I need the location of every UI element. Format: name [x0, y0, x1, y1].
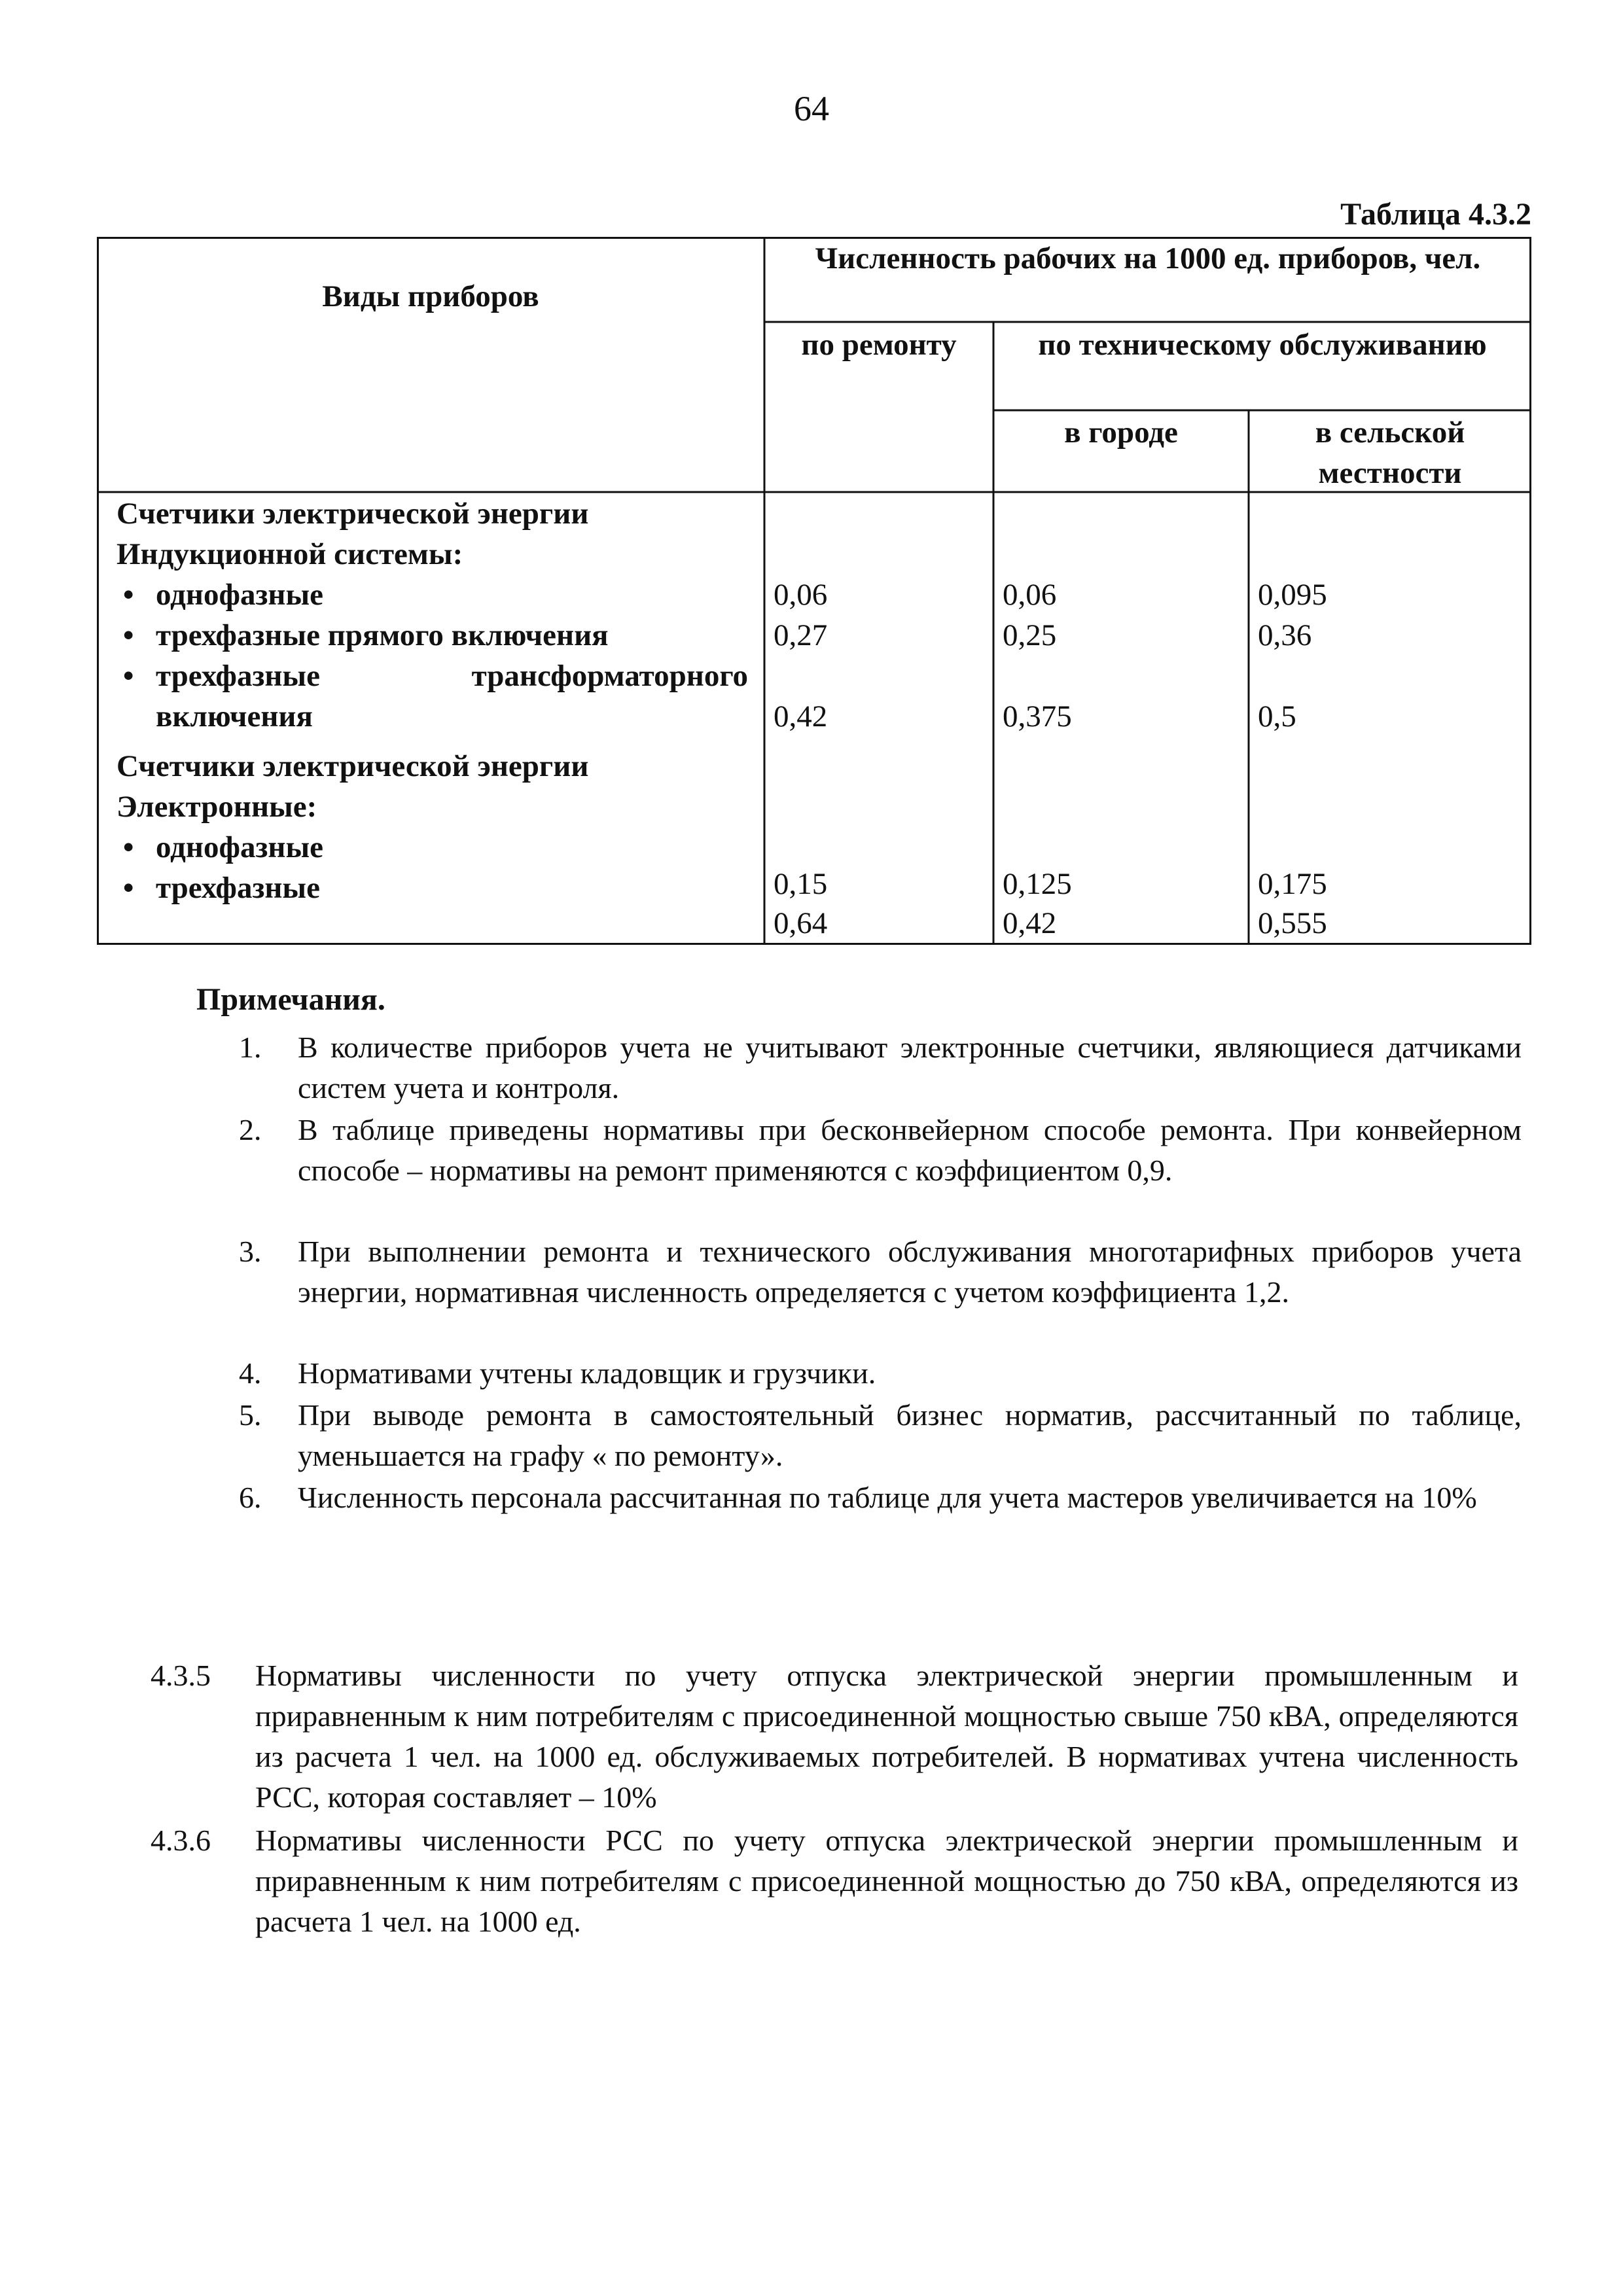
note-number: 1.	[239, 1031, 262, 1064]
section-electronic-title: Счетчики электрической энергии	[116, 749, 589, 783]
note-number: 6.	[239, 1481, 262, 1514]
cell-repair: 0,64	[774, 906, 828, 940]
header-repair: по ремонту	[801, 328, 957, 362]
row-label: • однофазные	[156, 827, 758, 868]
cell-city: 0,375	[1003, 699, 1072, 733]
note-item	[239, 1353, 1522, 1394]
cell-rural: 0,095	[1258, 578, 1327, 612]
cell-repair: 0,15	[774, 867, 828, 901]
header-devices: Виды приборов	[322, 279, 539, 313]
row-label: • трехфазные	[156, 868, 758, 908]
cell-city: 0,25	[1003, 618, 1057, 652]
note-number: 2.	[239, 1113, 262, 1146]
note-item	[239, 1231, 1522, 1313]
note-item	[239, 1110, 1522, 1191]
note-text: При выполнении ремонта и технического обслуживания многотарифных приборов учета энергии, нормативная численность определяется с учетом коэффициента 1,2.	[298, 1235, 1522, 1309]
header-maintenance: по техническому обслуживанию	[1038, 328, 1487, 362]
cell-repair: 0,42	[774, 699, 828, 733]
note-number: 3.	[239, 1235, 262, 1268]
cell-repair: 0,06	[774, 578, 828, 612]
header-rural: в сельской местности	[1315, 415, 1465, 490]
note-item	[239, 1027, 1522, 1108]
table-caption: Таблица 4.3.2	[1340, 197, 1531, 232]
paragraph-number: 4.3.5	[151, 1659, 211, 1692]
header-city: в городе	[1064, 415, 1178, 450]
section-induction-title: Счетчики электрической энергии	[116, 497, 589, 531]
section-induction-subtitle: Индукционной системы:	[116, 537, 463, 571]
note-text: В количестве приборов учета не учитывают электронные счетчики, являющиеся датчиками систем учета и контроля.	[298, 1031, 1522, 1104]
cell-repair: 0,27	[774, 618, 828, 652]
cell-rural: 0,5	[1258, 699, 1296, 733]
cell-city: 0,42	[1003, 906, 1057, 940]
section-electronic-subtitle: Электронные:	[116, 790, 317, 824]
norms-table	[97, 237, 1531, 945]
cell-city: 0,125	[1003, 867, 1072, 901]
page-number: 64	[794, 89, 829, 128]
note-text: Нормативами учтены кладовщик и грузчики.	[298, 1356, 876, 1390]
header-workers-group: Численность рабочих на 1000 ед. приборов, чел.	[815, 241, 1481, 275]
cell-city: 0,06	[1003, 578, 1057, 612]
paragraph-number: 4.3.6	[151, 1824, 211, 1857]
cell-rural: 0,36	[1258, 618, 1312, 652]
note-number: 4.	[239, 1356, 262, 1390]
note-text: Численность персонала рассчитанная по таблице для учета мастеров увеличивается на 10%	[298, 1481, 1477, 1514]
note-text: При выводе ремонта в самостоятельный бизнес норматив, рассчитанный по таблице, уменьшается на графу « по ремонту».	[298, 1398, 1522, 1472]
paragraph-text: Нормативы численности РСС по учету отпуска электрической энергии промышленным и приравненным к ним потребителям с присоединенной мощностью до 750 кВА, определяются из расчета 1 чел. на 1000 ед.	[255, 1824, 1518, 1938]
note-number: 5.	[239, 1398, 262, 1432]
row-label: • однофазные	[156, 574, 758, 615]
row-label: • трехфазные трансформаторного включения	[156, 656, 748, 737]
notes-title: Примечания.	[196, 982, 385, 1017]
paragraph-4-3-5	[151, 1655, 1518, 1818]
note-item	[239, 1395, 1522, 1476]
note-text: В таблице приведены нормативы при бесконвейерном способе ремонта. При конвейерном способе – нормативы на ремонт применяются с коэффициентом 0,9.	[298, 1113, 1522, 1187]
cell-rural: 0,175	[1258, 867, 1327, 901]
note-item	[239, 1477, 1522, 1518]
cell-rural: 0,555	[1258, 906, 1327, 940]
paragraph-4-3-6	[151, 1820, 1518, 1942]
paragraph-text: Нормативы численности по учету отпуска электрической энергии промышленным и приравненным к ним потребителям с присоединенной мощностью свыше 750 кВА, определяются из расчета 1 чел. на 1000 ед. обслуживаемых потребителей. В нормативах учтена численность РСС, которая составляет – 10%	[255, 1659, 1518, 1814]
row-label: • трехфазные прямого включения	[156, 615, 758, 656]
